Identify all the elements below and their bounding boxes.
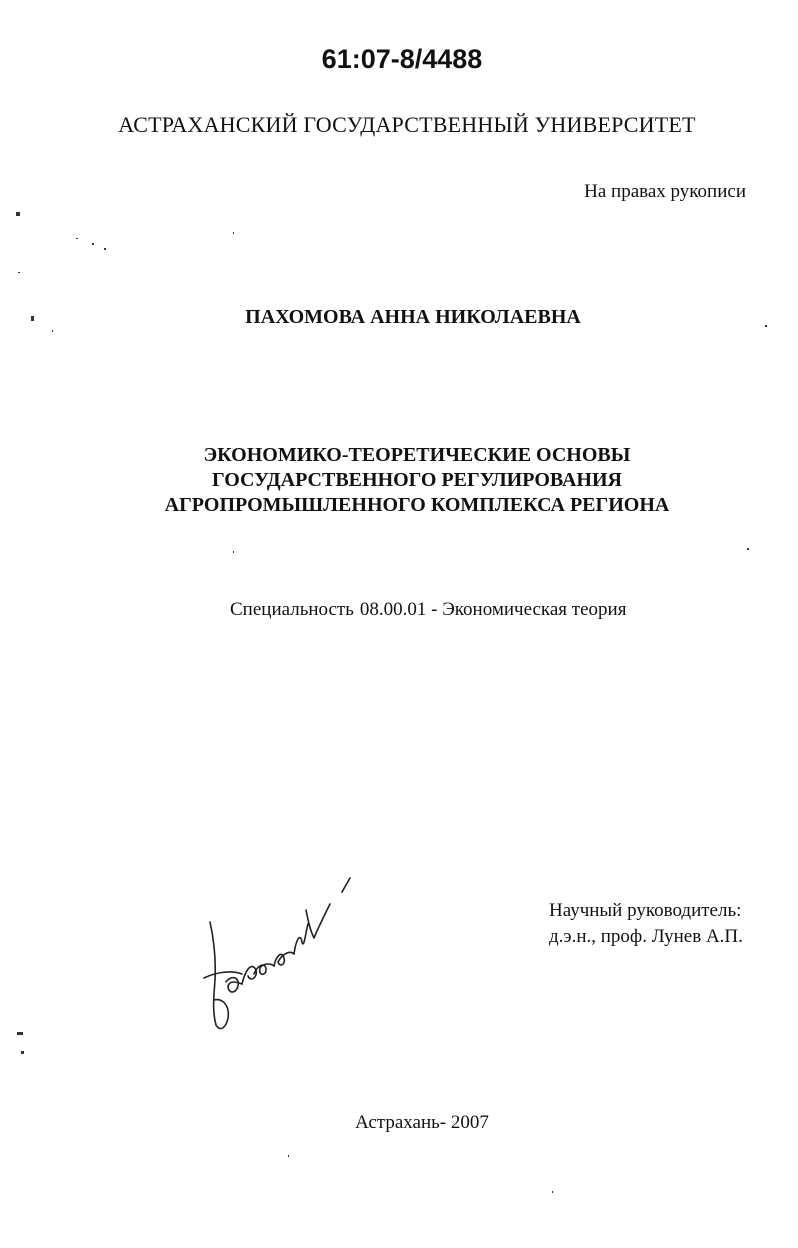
author-name: ПАХОМОВА АННА НИКОЛАЕВНА xyxy=(245,306,581,328)
title-line: ГОСУДАРСТВЕННОГО РЕГУЛИРОВАНИЯ xyxy=(212,469,622,491)
speck xyxy=(76,238,78,239)
speck xyxy=(233,232,234,234)
speck xyxy=(16,212,20,216)
catalog-number: 61:07-8/4488 xyxy=(321,44,483,74)
signature-stroke xyxy=(342,878,350,892)
title-line: ЭКОНОМИКО-ТЕОРЕТИЧЕСКИЕ ОСНОВЫ xyxy=(203,444,631,466)
signature-stroke xyxy=(226,978,242,992)
university-name: АСТРАХАНСКИЙ ГОСУДАРСТВЕННЫЙ УНИВЕРСИТЕТ xyxy=(118,112,696,137)
title-line: АГРОПРОМЫШЛЕННОГО КОМПЛЕКСА РЕГИОНА xyxy=(164,494,670,516)
signature-stroke xyxy=(204,972,242,978)
speck xyxy=(52,330,53,332)
dissertation-title xyxy=(0,443,798,518)
specialty-label: Специальность xyxy=(230,599,354,620)
speck xyxy=(21,1051,24,1054)
handwritten-signature xyxy=(196,870,366,1040)
advisor-name: д.э.н., проф. Лунев А.П. xyxy=(549,926,743,947)
speck xyxy=(552,1191,553,1193)
speck xyxy=(18,272,20,273)
speck xyxy=(17,1032,23,1035)
advisor-heading: Научный руководитель: xyxy=(549,900,742,921)
speck xyxy=(747,548,749,550)
speck xyxy=(288,1155,289,1157)
city-year: Астрахань- 2007 xyxy=(355,1112,489,1133)
specialty-line xyxy=(230,599,626,621)
rights-note: На правах рукописи xyxy=(584,181,746,202)
signature-stroke xyxy=(242,966,256,984)
speck xyxy=(104,248,106,250)
specialty-code: 08.00.01 - Экономическая теория xyxy=(359,599,627,620)
signature-stroke xyxy=(306,904,330,938)
signature-stroke xyxy=(274,952,294,966)
speck xyxy=(233,551,234,553)
advisor-block xyxy=(549,898,743,950)
signature-stroke xyxy=(294,924,308,954)
speck xyxy=(92,243,94,245)
